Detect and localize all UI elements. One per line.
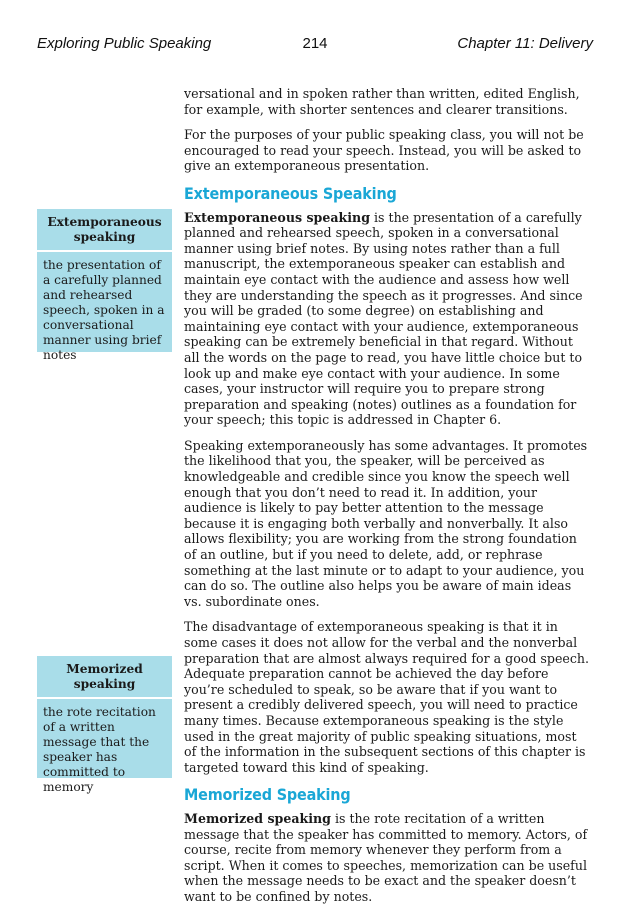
- glossary-definition: the rote recitation of a written message that the speaker has committed to memory: [43, 705, 156, 794]
- main-text-column: [184, 86, 591, 915]
- paragraph: [184, 210, 591, 428]
- glossary-box-extemporaneous: [37, 209, 172, 362]
- bold-term: Memorized speaking: [184, 810, 331, 826]
- paragraph: The disadvantage of extemporaneous speaking is that it in some cases it does not allow for the verbal and the nonverbal preparation that are almost always required for a good speech. Adequate preparation cannot be achieved the day before you’re scheduled to speak, so be aware that if you want to present a credibly delivered speech, you will need to practice many times. Because extemporaneous speaking is the style used in the great majority of public speaking situations, most of the information in the subsequent sections of this chapter is targeted toward this kind of speaking.: [184, 619, 590, 775]
- paragraph: versational and in spoken rather than written, edited English, for example, with shorter sentences and clearer transitions.: [184, 86, 580, 117]
- glossary-term: Memorized speaking: [37, 656, 172, 699]
- page-number: 214: [302, 35, 328, 52]
- glossary-definition: the presentation of a carefully planned and rehearsed speech, spoken in a conversational manner using brief notes: [43, 258, 165, 362]
- paragraph-text: is the presentation of a carefully planned and rehearsed speech, spoken in a conversational manner using brief notes. By using notes rather than a full manuscript, the extemporaneous speaker can establish and maintain eye contact with the audience and assess how well they are understanding the speech as it progresses. And since you will be graded (to some degree) on establishing and maintaining eye contact with your audience, extemporaneous speaking can be extremely beneficial in that regard. Without all the words on the page to read, you have little choice but to look up and make eye contact with your audience. In some cases, your instructor will require you to prepare strong preparation and speaking (notes) outlines as a foundation for your speech; this topic is addressed in Chapter 6.: [184, 209, 583, 428]
- glossary-box-memorized: [37, 656, 172, 794]
- paragraph: For the purposes of your public speaking class, you will not be encouraged to read your speech. Instead, you will be asked to give an extemporaneous presentation.: [184, 127, 584, 174]
- running-header-chapter: Chapter 11: Delivery: [457, 35, 593, 52]
- running-header-book-title: Exploring Public Speaking: [37, 35, 212, 52]
- paragraph: [184, 811, 591, 905]
- bold-term: Extemporaneous speaking: [184, 209, 371, 225]
- section-heading-memorized: Memorized Speaking: [184, 785, 351, 805]
- section-heading-extemporaneous: Extemporaneous Speaking: [184, 183, 397, 203]
- paragraph: Speaking extemporaneously has some advantages. It promotes the likelihood that you, the speaker, will be perceived as knowledgeable and credible since you know the speech well enough that you don’t need to read it. In addition, your audience is likely to pay better attention to the message because it is engaging both verbally and nonverbally. It also allows flexibility; you are working from the strong foundation of an outline, but if you need to delete, add, or rephrase something at the last minute or to adapt to your audience, you can do so. The outline also helps you be aware of main ideas vs. subordinate ones.: [184, 437, 588, 609]
- paragraph-text: is the rote recitation of a written message that the speaker has committed to memory. Actors, of course, recite from memory whenever they perform from a script. When it comes to speeches, memorization can be useful when the message needs to be exact and the speaker doesn’t want to be confined by notes.: [184, 810, 588, 904]
- glossary-term: Extemporaneous speaking: [37, 209, 172, 252]
